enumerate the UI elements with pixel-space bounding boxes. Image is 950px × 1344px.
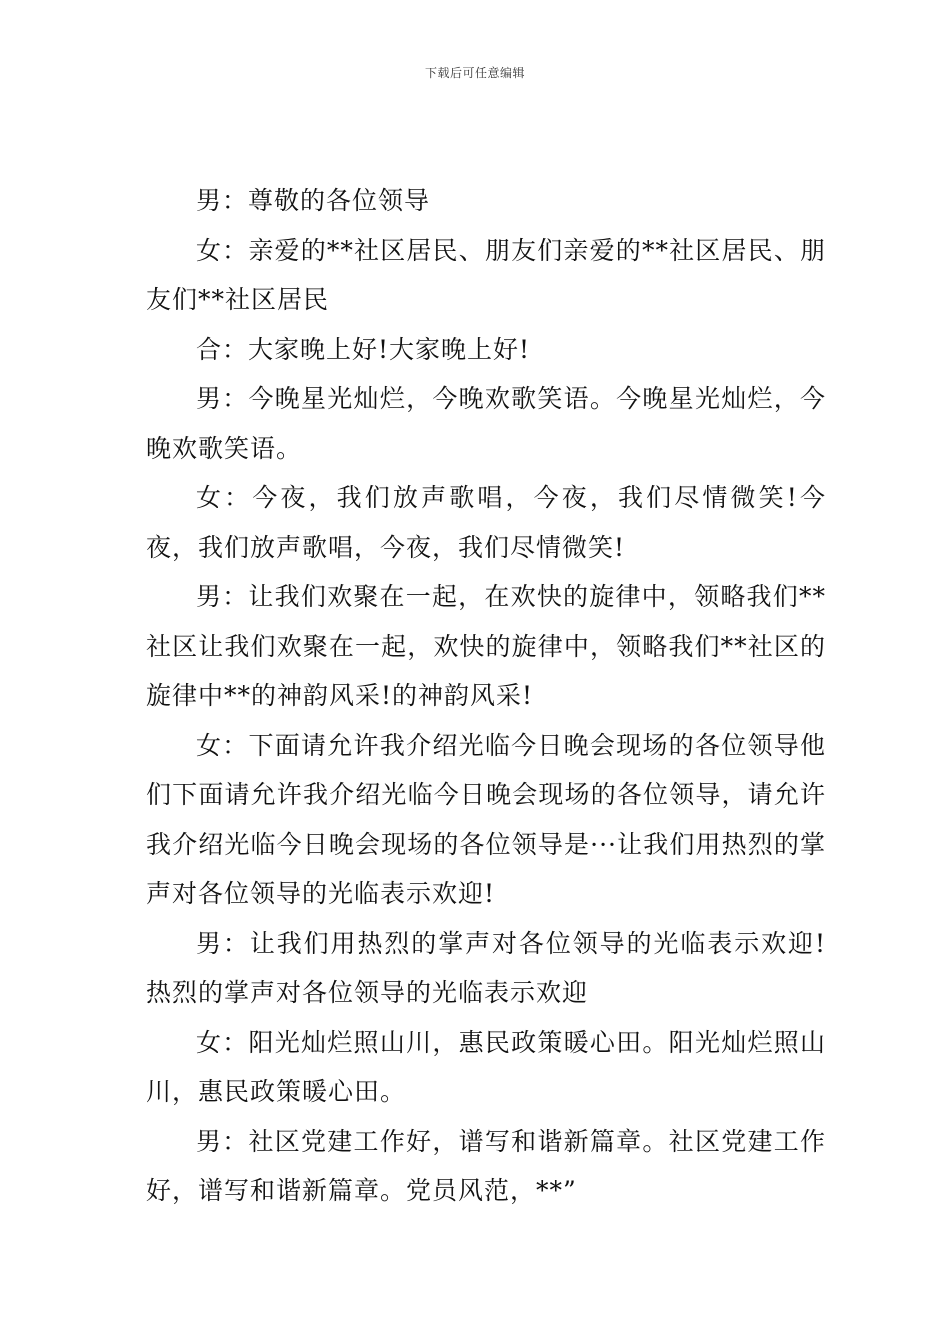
document-body xyxy=(146,176,826,1216)
paragraph-4: 男：今晚星光灿烂，今晚欢歌笑语。今晚星光灿烂，今晚欢歌笑语。 xyxy=(146,384,826,463)
paragraph-5: 女：今夜，我们放声歌唱，今夜，我们尽情微笑!今夜，我们放声歌唱，今夜，我们尽情微笑! xyxy=(146,483,826,562)
paragraph-9: 女：阳光灿烂照山川，惠民政策暖心田。阳光灿烂照山川，惠民政策暖心田。 xyxy=(146,1027,826,1106)
paragraph-10: 男：社区党建工作好，谱写和谐新篇章。社区党建工作好，谱写和谐新篇章。党员风范，**” xyxy=(146,1126,826,1205)
paragraph-2: 女：亲爱的**社区居民、朋友们亲爱的**社区居民、朋友们**社区居民 xyxy=(146,235,826,314)
paragraph-1: 男：尊敬的各位领导 xyxy=(196,186,431,215)
header-note: 下载后可任意编辑 xyxy=(424,66,525,80)
paragraph-3: 合：大家晚上好!大家晚上好! xyxy=(196,334,531,364)
paragraph-6: 男：让我们欢聚在一起，在欢快的旋律中，领略我们**社区让我们欢聚在一起，欢快的旋律中，领略我们**社区的旋律中**的神韵风采!的神韵风采! xyxy=(146,582,826,710)
paragraph-8: 男：让我们用热烈的掌声对各位领导的光临表示欢迎!热烈的掌声对各位领导的光临表示欢迎 xyxy=(146,928,826,1007)
paragraph-7: 女：下面请允许我介绍光临今日晚会现场的各位领导他们下面请允许我介绍光临今日晚会现场的各位领导，请允许我介绍光临今日晚会现场的各位领导是···让我们用热烈的掌声对各位领导的光临表示欢迎! xyxy=(146,730,826,908)
